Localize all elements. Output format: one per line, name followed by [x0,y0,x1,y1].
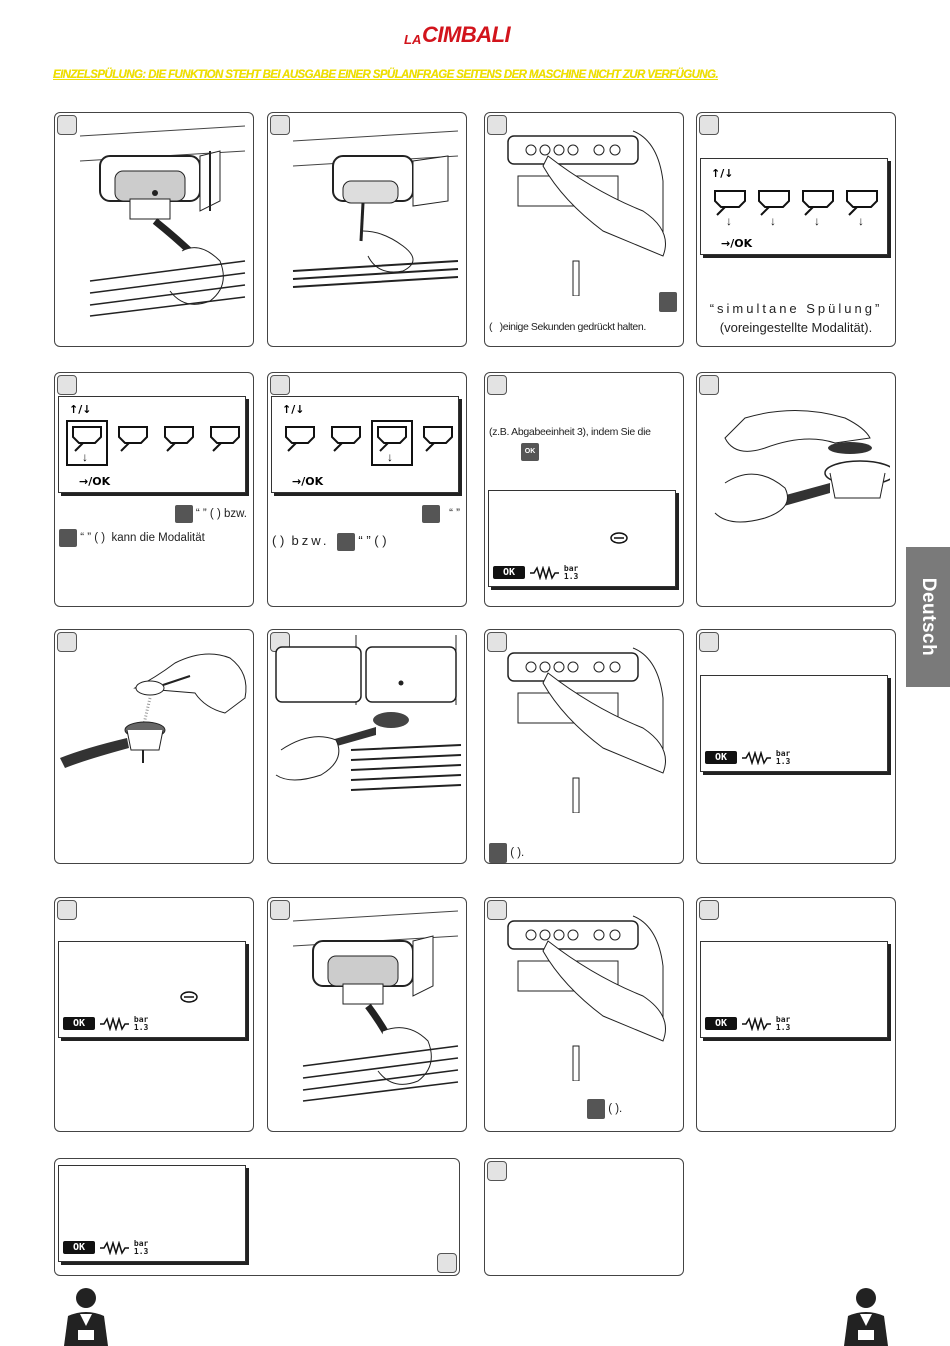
lcd-status-bar [493,564,578,582]
lcd-screen-group1 [58,396,246,493]
wave-icon [99,1241,129,1255]
up-arrow-key-icon [422,505,440,523]
control-keypad-illustration [493,638,678,813]
step-panel-8 [696,372,896,607]
svg-text:↓: ↓ [82,450,88,464]
group-head-unlock-illustration [283,906,463,1106]
step-panel-15 [484,897,684,1132]
language-tab-label: Deutsch [918,577,939,657]
lcd-status-bar [705,1015,790,1033]
svg-text:→/OK: →/OK [79,475,111,488]
up-arrow-key-icon [175,505,193,523]
control-keypad-illustration [493,121,678,296]
lcd-ok-label: OK [63,1241,95,1254]
wave-icon [99,1017,129,1031]
language-tab[interactable] [906,547,950,687]
lcd-ok-label: OK [63,1017,95,1030]
pressure-readout: bar 1.3 [133,1014,149,1032]
blind-filter-insert-illustration [705,378,890,553]
step-number-box [699,115,719,135]
step-panel-5 [54,372,254,607]
svg-text:↓: ↓ [814,214,820,228]
lcd-status-bar [63,1239,148,1257]
cimbali-logo [404,22,546,50]
step-panel-14 [267,897,467,1132]
pressure-readout: bar 1.3 [133,1238,149,1256]
group-icons-first-selected [59,397,245,492]
cup-key-icon [587,1099,605,1119]
down-arrow-key-icon [337,533,355,551]
step-panel-1 [54,112,254,347]
svg-text:↓: ↓ [387,450,393,464]
rinse-cup-icon [179,990,199,1004]
barista-icon [838,1286,894,1346]
group-icons-third-selected [272,397,458,492]
step-number-box [487,1161,507,1181]
svg-text:↓: ↓ [858,214,864,228]
down-arrow-key-icon [59,529,77,547]
panel6-line1: “ ” [422,503,460,525]
svg-text:↑/↓: ↑/↓ [711,167,734,180]
step-number-box [699,632,719,652]
lcd-screen-rinse [58,941,246,1038]
step-number-box [57,900,77,920]
panel3-text: ( )einige Sekunden gedrückt halten. [489,321,646,333]
step-panel-18 [484,1158,684,1276]
control-keypad-illustration [493,906,678,1081]
ok-key-icon: OK [521,441,539,463]
wave-icon [529,566,559,580]
step-number-box [437,1253,457,1273]
panel5-line2: “ ” ( ) kann die Modalität [59,527,249,549]
step-panel-10 [267,629,467,864]
svg-text:→/OK: →/OK [721,237,753,250]
svg-text:→/OK: →/OK [292,475,324,488]
step-panel-16 [696,897,896,1132]
lcd-ok-label: OK [705,1017,737,1030]
lcd-ok-label: OK [705,751,737,764]
step-panel-9 [54,629,254,864]
filter-holder-insert-illustration [271,635,466,813]
panel6-line2: ( ) bzw. “ ” ( ) [272,530,464,552]
lcd-screen-group3 [271,396,459,493]
step-number-box [57,375,77,395]
wave-icon [741,1017,771,1031]
lcd-ok-label: OK [493,566,525,579]
group-head-unlock-illustration [70,121,250,321]
svg-text:↓: ↓ [726,214,732,228]
lcd-screen-status [58,1165,246,1262]
panel4-text: “simultane Spülung” (voreingestellte Modalität). [709,301,883,335]
warning-text: EINZELSPÜLUNG: DIE FUNKTION STEHT BEI AUSGABE EINER SPÜLANFRAGE SEITENS DER MASCHINE NICHT ZUR VERFÜGUNG. [53,69,718,81]
step-panel-2 [267,112,467,347]
lcd-screen-status [700,675,888,772]
step-panel-11 [484,629,684,864]
pressure-readout: bar 1.3 [563,563,579,581]
barista-icon [58,1286,114,1346]
panel5-line1: “ ” ( ) bzw. [175,503,247,525]
panel15-text: ( ). [587,1098,622,1120]
step-number-box [699,900,719,920]
cup-key-icon [489,843,507,863]
lcd-status-bar [705,749,790,767]
step-panel-12 [696,629,896,864]
cup-key-icon [659,291,677,313]
step-number-box [270,375,290,395]
wave-icon [741,751,771,765]
step-panel-6 [267,372,467,607]
group-head-remove-illustration [283,121,463,291]
step-panel-7 [484,372,684,607]
step-number-box [487,375,507,395]
logo-name: CIMBALI [422,22,511,47]
group-icons-all-selected [701,159,887,254]
svg-text:↓: ↓ [770,214,776,228]
lcd-status-bar [63,1015,148,1033]
panel7-text: (z.B. Abgabeeinheit 3), indem Sie die [489,426,651,438]
step-panel-17 [54,1158,460,1276]
svg-text:↑/↓: ↑/↓ [282,403,305,416]
svg-text:↑/↓: ↑/↓ [69,403,92,416]
lcd-screen-simultaneous [700,158,888,255]
step-panel-13 [54,897,254,1132]
step-panel-4 [696,112,896,347]
pressure-readout: bar 1.3 [775,748,791,766]
step-panel-3 [484,112,684,347]
lcd-screen-rinse [488,490,676,587]
rinse-cup-icon [609,531,629,545]
detergent-spoon-illustration [55,638,253,788]
pressure-readout: bar 1.3 [775,1014,791,1032]
logo-prefix: LA [404,32,422,47]
panel11-text: ( ). [489,842,524,864]
lcd-screen-status [700,941,888,1038]
